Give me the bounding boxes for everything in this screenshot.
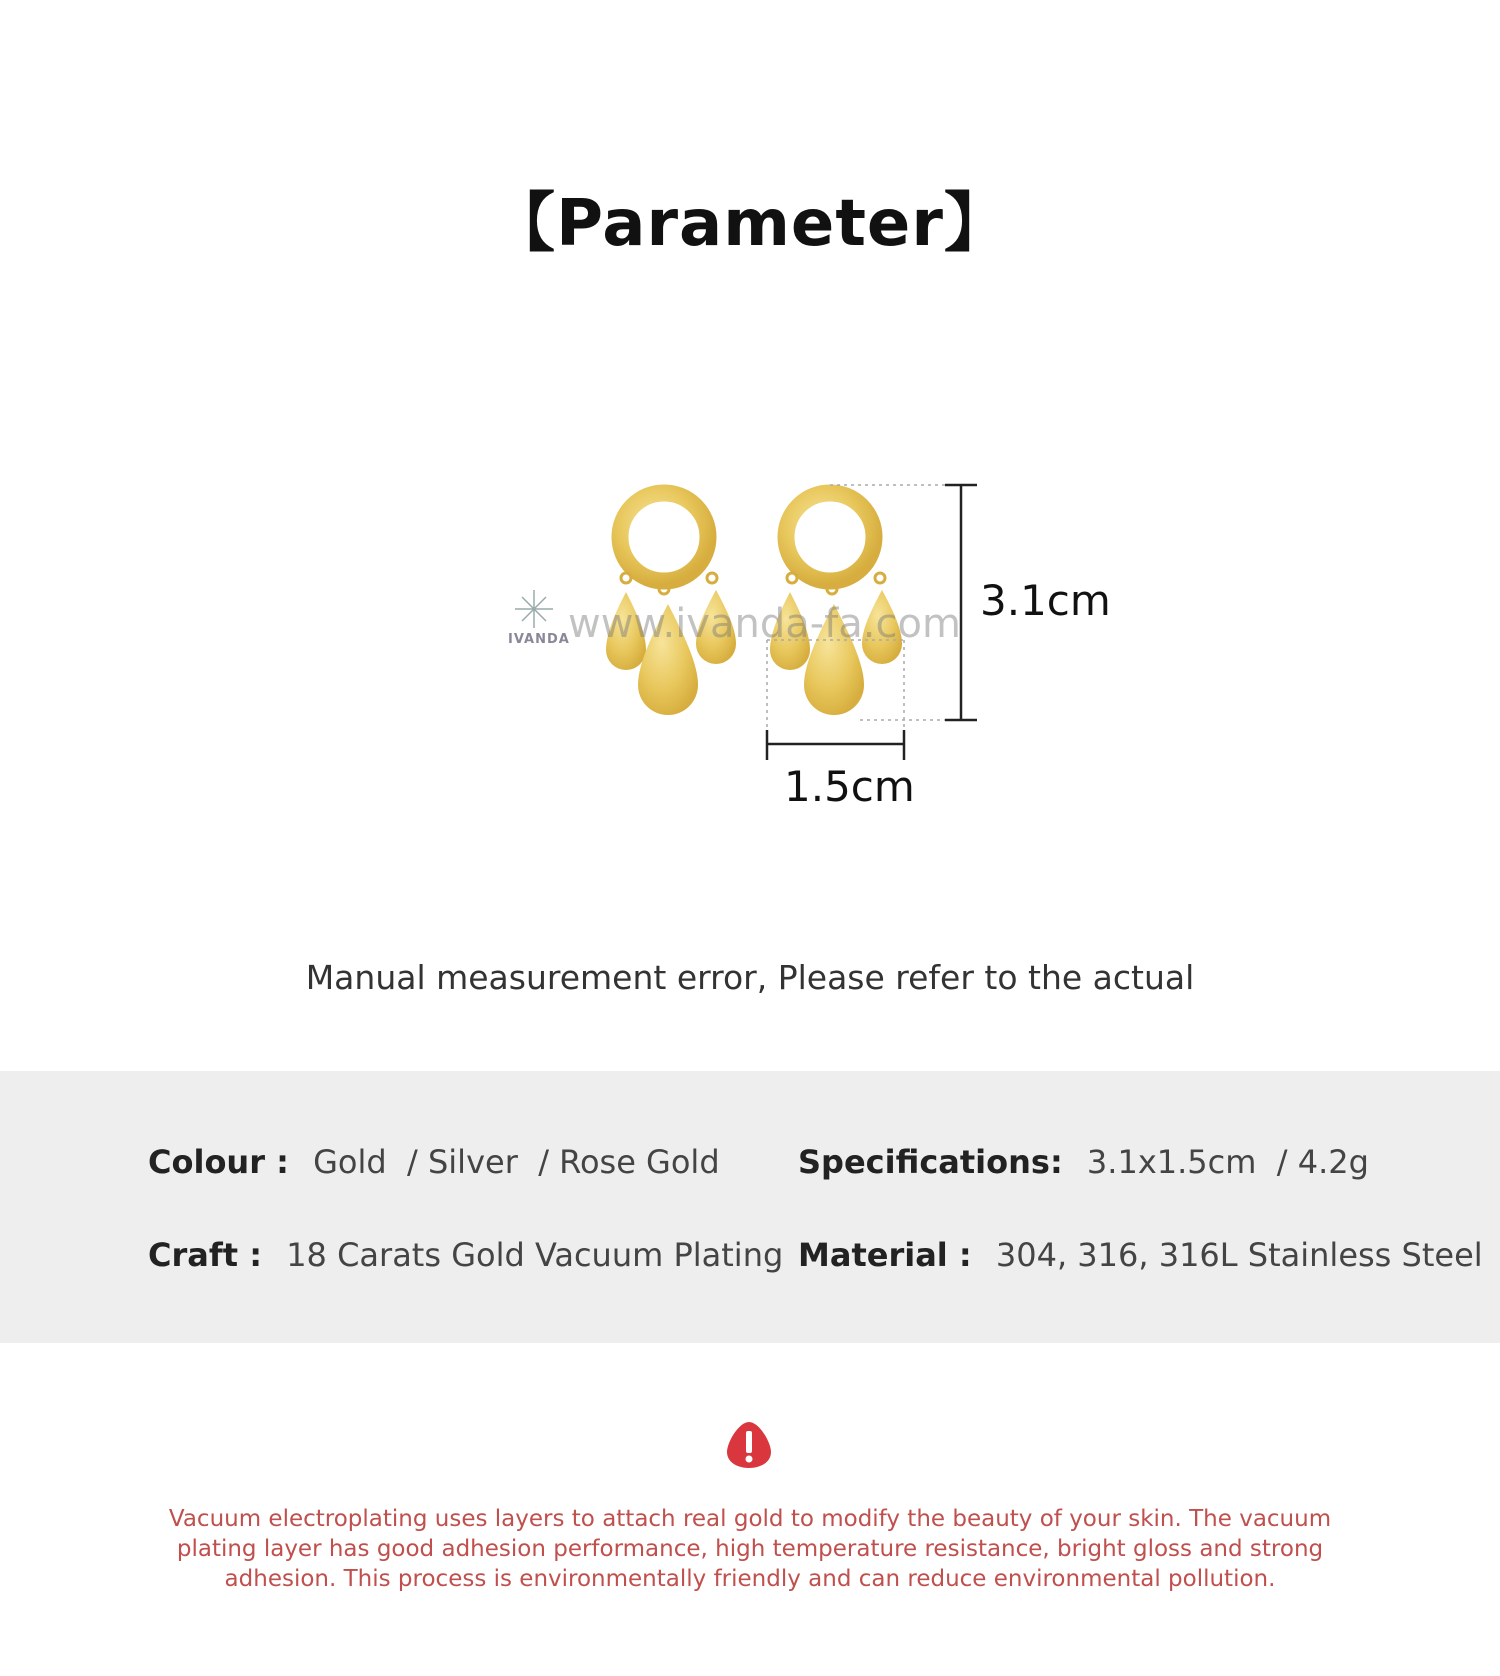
width-label: 1.5cm [784,762,915,811]
watermark-url: www.ivanda-fa.com [568,601,961,647]
spec-material-value: 304, 316, 316L Stainless Steel [995,1236,1483,1274]
page-title: 【Parameter】 [491,187,1009,261]
spec-panel [0,1071,1500,1343]
spec-colour-value: Gold / Silver / Rose Gold [313,1143,720,1181]
height-label: 3.1cm [980,576,1111,625]
spec-specifications [798,1143,1369,1181]
watermark-logo-text: IVANDA [508,632,570,647]
exclamation-icon [725,1420,773,1470]
watermark-logo-icon [515,590,553,628]
spec-material-label: Material : [798,1236,972,1274]
spec-craft-label: Craft : [148,1236,263,1274]
spec-craft [148,1236,783,1274]
spec-specifications-value: 3.1x1.5cm / 4.2g [1086,1143,1369,1181]
spec-craft-value: 18 Carats Gold Vacuum Plating [286,1236,784,1274]
spec-colour-label: Colour : [148,1143,289,1181]
spec-material [798,1236,1483,1274]
warning-text: Vacuum electroplating uses layers to attach real gold to modify the beauty of your skin. The vacuum plating layer has good adhesion performance, high temperature resistance, bright gloss and strong adhesion. This process is environmentally friendly and can reduce environmental pollution. [168,1506,1332,1592]
measurement-note: Manual measurement error, Please refer to the actual [305,958,1195,997]
width-dimension [767,730,904,760]
spec-specifications-label: Specifications: [798,1143,1063,1181]
spec-colour [148,1143,720,1181]
